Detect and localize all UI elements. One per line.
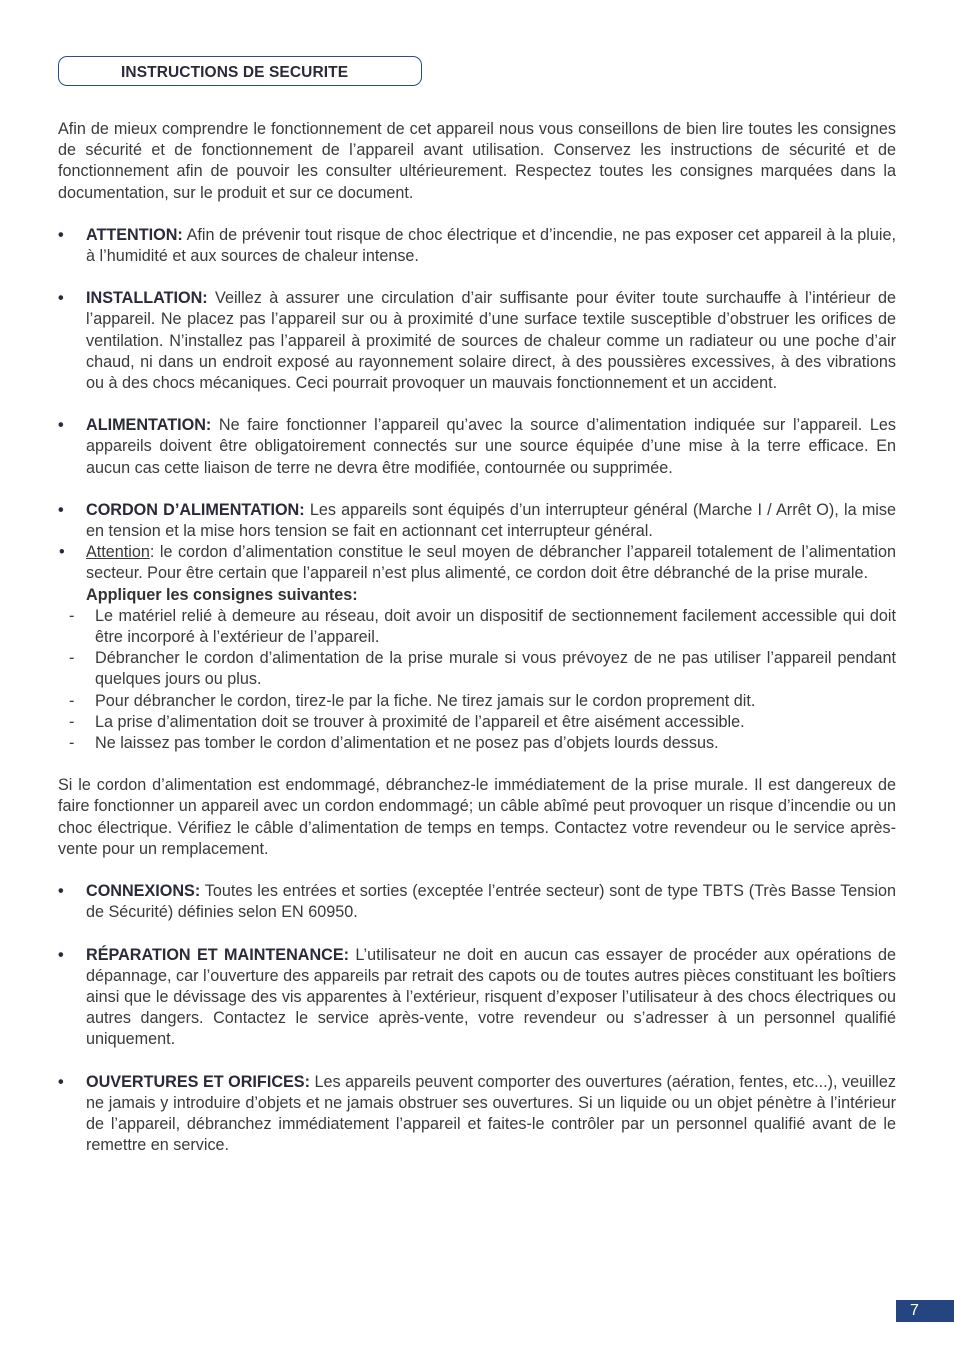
connexions-label: CONNEXIONS: bbox=[86, 882, 201, 901]
bullet-marker: • bbox=[58, 945, 64, 964]
bullet-marker: • bbox=[58, 1072, 64, 1091]
consigne-text: Le matériel relié à demeure au réseau, doit avoir un dispositif de sectionnement facilement accessible qui doit être incorporé à l’extérieur de l’appareil. bbox=[95, 606, 896, 647]
bullet-installation bbox=[58, 288, 896, 394]
bullet-reparation bbox=[58, 945, 896, 1051]
cordon-label: CORDON D’ALIMENTATION: bbox=[86, 500, 305, 519]
consigne-text: La prise d’alimentation doit se trouver à proximité de l’appareil et être aisément accessible. bbox=[95, 712, 745, 731]
consigne-text: Pour débrancher le cordon, tirez-le par la fiche. Ne tirez jamais sur le cordon proprement dit. bbox=[95, 691, 756, 710]
bullet-marker-small: • bbox=[59, 543, 65, 562]
bullet-marker: • bbox=[58, 882, 64, 901]
consigne-text: Ne laissez pas tomber le cordon d’alimentation et ne posez pas d’objets lourds dessus. bbox=[95, 734, 719, 753]
bullet-marker: • bbox=[58, 416, 64, 435]
dash-marker: - bbox=[69, 734, 75, 753]
installation-text: Veillez à assurer une circulation d’air suffisante pour éviter toute surchauffe à l’intérieur de l’appareil. Ne placez pas l’appareil sur ou à proximité d’une surface textile susceptible d’obstruer les orifices de ventilation. N’installez pas l’appareil à proximité de sources de chaleur comme un radiateur ou une poche d’air chaud, ni dans un endroit exposé au rayonnement solaire direct, à des poussières excessives, à des vibrations ou à des chocs mécaniques. Ceci pourrait provoquer un mauvais fonctionnement et un accident. bbox=[86, 289, 896, 393]
bullet-cordon bbox=[58, 500, 896, 542]
installation-label: INSTALLATION: bbox=[86, 289, 208, 308]
alimentation-label: ALIMENTATION: bbox=[86, 416, 212, 435]
intro-paragraph: Afin de mieux comprendre le fonctionnement de cet appareil nous vous conseillons de bien lire toutes les consignes de sécurité et de fonctionnement de l’appareil avant utilisation. Conservez les instructions de sécurité et de fonctionnement afin de pouvoir les consulter ultérieurement. Respectez toutes les consignes marquées dans la documentation, sur le produit et sur ce document. bbox=[58, 120, 896, 202]
bullet-ouvertures bbox=[58, 1072, 896, 1157]
attention-text: Afin de prévenir tout risque de choc électrique et d’incendie, ne pas exposer cet appareil à la pluie, à l’humidité et aux sources de chaleur intense. bbox=[86, 225, 896, 266]
dash-marker: - bbox=[69, 712, 75, 731]
damaged-cord-paragraph: Si le cordon d’alimentation est endommagé, débranchez-le immédiatement de la prise murale. Il est dangereux de faire fonctionner un appareil avec un cordon endommagé; un câble abîmé peut provoquer un risque d’incendie ou un choc électrique. Vérifiez le câble d’alimentation de temps en temps. Contactez votre revendeur ou le service après-vente pour un remplacement. bbox=[58, 776, 896, 858]
connexions-text: Toutes les entrées et sorties (exceptée l’entrée secteur) sont de type TBTS (Très Basse Tension de Sécurité) définies selon EN 60950. bbox=[86, 882, 896, 922]
ouvertures-text: Les appareils peuvent comporter des ouvertures (aération, fentes, etc...), veuillez ne jamais y introduire d’objets et ne jamais obstruer ses ouvertures. Si un liquide ou un objet pénètre à l’intérieur de l’appareil, débranchez immédiatement l’appareil et faites-le contrôler par un personnel qualifié avant de le remettre en service. bbox=[86, 1072, 896, 1155]
consigne-item bbox=[58, 691, 896, 712]
bullet-marker: • bbox=[58, 225, 64, 244]
bullet-marker: • bbox=[58, 500, 64, 519]
bullet-attention bbox=[58, 225, 896, 267]
consigne-text: Débrancher le cordon d’alimentation de la prise murale si vous prévoyez de ne pas utiliser l’appareil pendant quelques jours ou plus. bbox=[95, 649, 896, 689]
bullet-connexions bbox=[58, 881, 896, 923]
consigne-item bbox=[58, 648, 896, 690]
consigne-item bbox=[58, 712, 896, 733]
section-title-box bbox=[58, 56, 422, 86]
attention-label: ATTENTION: bbox=[86, 225, 183, 244]
consignes-subheading: Appliquer les consignes suivantes: bbox=[86, 585, 358, 604]
ouvertures-label: OUVERTURES ET ORIFICES: bbox=[86, 1072, 310, 1091]
cordon-text: Les appareils sont équipés d’un interrupteur général (Marche I / Arrêt O), la mise en tension et la mise hors tension se fait en actionnant cet interrupteur général. bbox=[86, 500, 897, 541]
page-number: 7 bbox=[896, 1300, 954, 1322]
section-title: INSTRUCTIONS DE SECURITE bbox=[121, 64, 349, 81]
dash-marker: - bbox=[69, 691, 75, 710]
cordon-attention-word: Attention bbox=[86, 543, 150, 562]
bullet-alimentation bbox=[58, 415, 896, 479]
cordon-attention-text: : le cordon d’alimentation constitue le seul moyen de débrancher l’appareil totalement de l’alimentation secteur. Pour être certain que l’appareil n’est plus alimenté, ce cordon doit être débranché de la prise murale. bbox=[86, 543, 896, 583]
bullet-cordon-attention bbox=[58, 542, 896, 606]
bullet-marker: • bbox=[58, 289, 64, 308]
dash-marker: - bbox=[69, 649, 75, 668]
reparation-text: L’utilisateur ne doit en aucun cas essayer de procéder aux opérations de dépannage, car l’ouverture des appareils par retrait des capots ou de toutes autres pièces constituant les boîtiers ainsi que le dévissage des vis apparentes à l’extérieur, risquent d’exposer l’utilisateur à des chocs électriques ou autres dangers. Contactez le service après-vente, votre revendeur ou s’adresser à un personnel qualifié uniquement. bbox=[86, 945, 896, 1049]
reparation-label: RÉPARATION ET MAINTENANCE: bbox=[86, 945, 350, 964]
consigne-item bbox=[58, 733, 896, 754]
consigne-item bbox=[58, 606, 896, 648]
alimentation-text: Ne faire fonctionner l’appareil qu’avec la source d’alimentation indiquée sur l’appareil. Les appareils doivent être obligatoirement connectés sur une source équipée d’une mise à la terre efficace. En aucun cas cette liaison de terre ne devra être modifiée, contournée ou supprimée. bbox=[86, 416, 896, 477]
consignes-list bbox=[58, 606, 896, 754]
document-body bbox=[58, 119, 896, 1156]
dash-marker: - bbox=[69, 606, 75, 625]
